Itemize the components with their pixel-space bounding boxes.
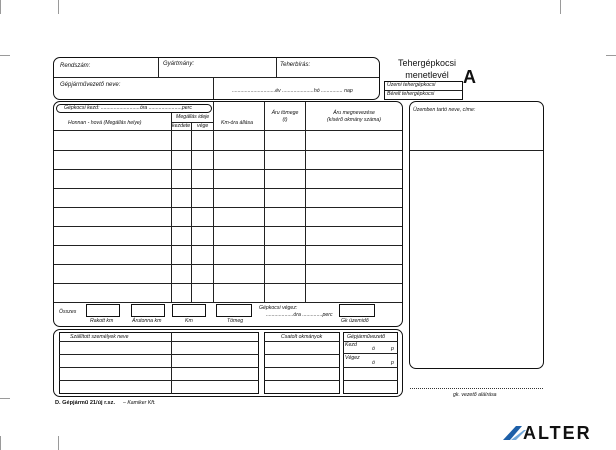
weight-box[interactable] [216,304,252,317]
loaded-km-box[interactable] [86,304,120,317]
col-route-header: Honnan - hová (Megállás helye) [68,120,142,126]
option-own-vehicle[interactable]: Üzemi tehergépkocsi [387,82,436,88]
operator-box [409,101,544,369]
crop-mark [0,436,1,450]
end-time-field[interactable]: ...................óra ..............perc [266,312,333,318]
end-time-label: Gépkocsi végez: [259,305,298,311]
header-divider [54,77,379,78]
start-time-label[interactable]: Gépkocsi kezd: ...........................óra .......................perc [64,105,192,111]
form-title-line2: menetlevél [405,70,449,80]
row-line [54,207,402,208]
driver-times-row [343,367,398,368]
passengers-row [59,341,259,342]
passengers-row [59,367,259,368]
row-line [54,169,402,170]
col-weight-line1: Áru tömege [271,110,299,116]
loaded-km-label: Rakott km [90,318,114,324]
col-stop-start-header: kezdete [172,123,191,129]
crop-mark [0,398,10,399]
crop-mark [0,0,1,14]
documents-header: Csatolt okmányok [281,334,323,340]
option-rented-vehicle[interactable]: Bérelt tehergépkocsi [387,91,435,97]
form-code: D. Gépjármű 21/új r.sz. [55,400,115,406]
col-odometer-header: Km-óra állása [221,120,254,126]
column-line [264,102,265,302]
crop-mark [58,0,59,14]
col-goods-line2: (kísérő okmány száma) [327,117,381,123]
documents-row [264,380,340,381]
row-line [54,226,402,227]
row-line [54,188,402,189]
driver-start-min: p [391,346,394,352]
documents-row [264,367,340,368]
driver-end-hour: ó [372,360,375,366]
km-label: Km [185,318,193,324]
driver-times-header: Gépjárművezető [347,334,386,340]
alter-logo [501,423,613,445]
col-stop-end-header: vége [197,123,209,129]
crop-mark [58,436,59,450]
stop-time-subheader-line [172,122,213,123]
driver-start-label: Kezd [345,342,357,348]
totals-label: Összes [59,309,77,315]
operator-label: Üzemben tartó neve, címe: [413,107,476,113]
goods-km-label: Árutonna km [132,318,162,324]
operator-divider [410,150,543,151]
fuel-box[interactable] [339,304,375,317]
row-line [54,264,402,265]
crop-mark [606,55,616,56]
crop-mark [0,55,10,56]
km-box[interactable] [172,304,206,317]
driver-start-hour: ó [372,346,375,352]
passengers-row [59,354,259,355]
capacity-label: Teherbírás: [280,62,311,68]
fuel-label: Gk üzemidő [341,318,369,324]
col-goods-line1: Áru megnevezése [333,110,375,116]
documents-row [264,341,340,342]
header-divider [213,78,214,99]
row-line [54,130,402,131]
plate-label: Rendszám: [60,63,91,69]
signature-label: gk. vezető aláírása [453,392,497,398]
alter-brand-text: ALTER [523,423,592,443]
column-line [213,102,214,302]
driver-name-label: Gépjárművezető neve: [60,82,121,88]
passengers-row [59,380,259,381]
driver-end-label: Végez [345,355,360,361]
row-line [54,302,402,303]
date-field[interactable]: ..............................év ......................hó ............... nap [232,88,353,94]
documents-row [264,354,340,355]
row-line [54,150,402,151]
header-divider [276,58,277,77]
main-table [53,101,403,327]
goods-km-box[interactable] [131,304,165,317]
header-divider [158,58,159,77]
passengers-header: Szállított személyek neve [70,334,129,340]
col-weight-line2: (t) [282,117,288,123]
row-line [54,245,402,246]
weight-label: Tömeg [227,318,244,324]
driver-times-row [343,353,398,354]
publisher: – Kamiker Kft. [123,400,156,406]
col-stop-time-header: Megállás ideje [176,114,210,120]
make-label: Gyártmány: [163,61,195,67]
row-line [54,283,402,284]
col-goods-header [306,110,402,124]
crop-mark [560,0,561,14]
column-line [305,102,306,302]
form-letter: A [463,67,476,87]
driver-end-min: p [391,360,394,366]
driver-times-row [343,380,398,381]
signature-line [410,388,543,389]
form-title [397,57,457,81]
column-line [191,122,192,302]
form-title-line1: Tehergépkocsi [397,58,457,68]
col-weight-header [265,110,305,124]
